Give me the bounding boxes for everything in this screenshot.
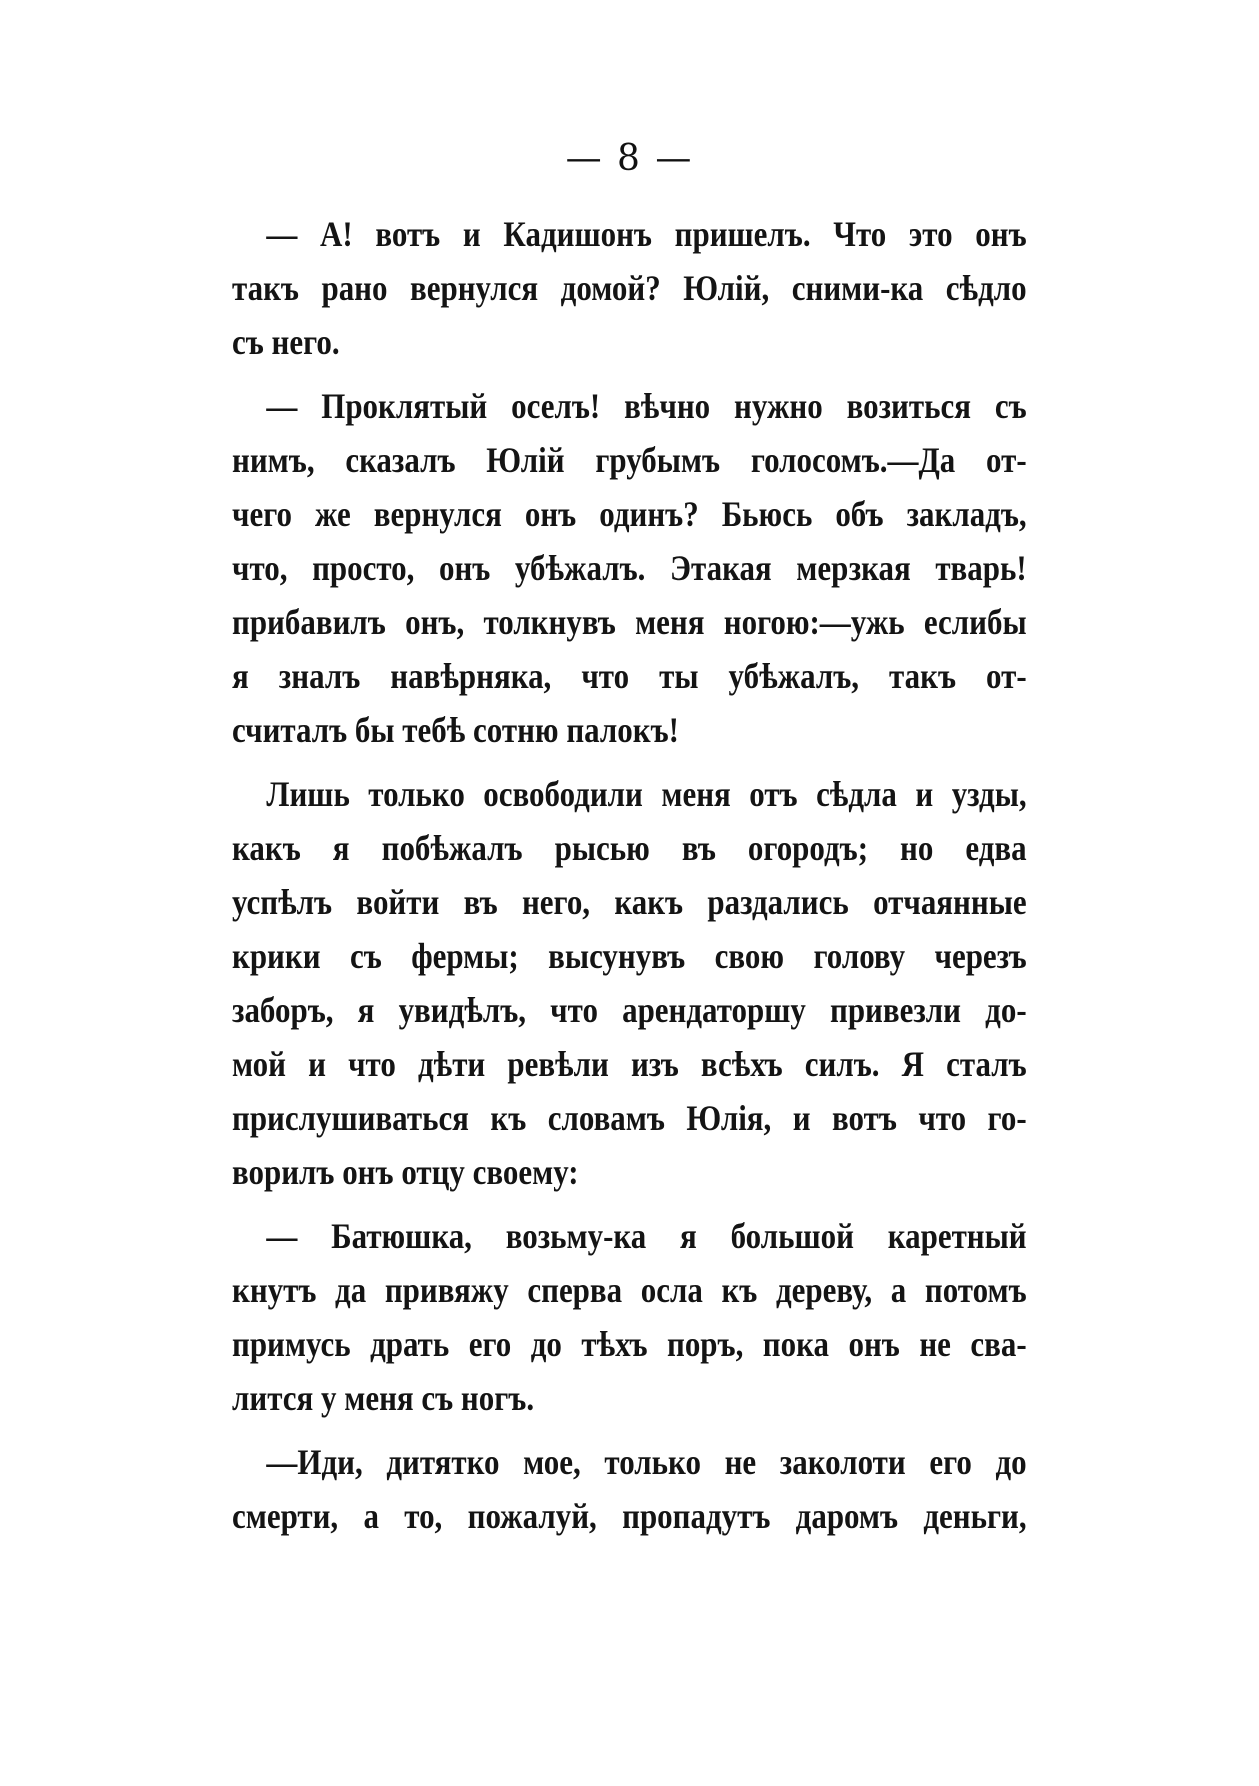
paragraph [232, 1209, 1027, 1425]
paragraph [232, 379, 1027, 757]
paragraph [232, 207, 1027, 369]
text-line: — А! вотъ и Кадишонъ пришелъ. Что это онъ [266, 214, 1027, 254]
text-line: смерти, а то, пожалуй, пропадутъ даромъ деньги, [232, 1496, 1027, 1536]
paragraph [232, 1435, 1027, 1543]
text-line: нимъ, сказалъ Юлій грубымъ голосомъ.—Да от- [232, 440, 1027, 480]
text-line: —Иди, дитятко мое, только не заколоти его до [266, 1442, 1027, 1482]
text-line: какъ я побѣжалъ рысью въ огородъ; но едва [232, 828, 1027, 868]
text-line: — Проклятый оселъ! вѣчно нужно возиться съ [266, 386, 1027, 426]
text-line: что, просто, онъ убѣжалъ. Этакая мерзкая тварь! [232, 548, 1027, 588]
text-line: успѣлъ войти въ него, какъ раздались отчаянные [232, 882, 1027, 922]
text-line: прислушиваться къ словамъ Юлія, и вотъ что го- [232, 1098, 1027, 1138]
text-line: примусь драть его до тѣхъ поръ, пока онъ не сва- [232, 1324, 1027, 1364]
text-line: прибавилъ онъ, толкнувъ меня ногою:—ужь еслибы [232, 602, 1027, 642]
text-line: такъ рано вернулся домой? Юлій, сними-ка сѣдло [232, 268, 1027, 308]
text-line: считалъ бы тебѣ сотню палокъ! [232, 710, 679, 750]
page-number: — 8 — [565, 138, 694, 179]
text-line: — Батюшка, возьму-ка я большой каретный [266, 1216, 1027, 1256]
text-line: я зналъ навѣрняка, что ты убѣжалъ, такъ от- [232, 656, 1027, 696]
text-line: съ него. [232, 322, 340, 362]
text-line: Лишь только освободили меня отъ сѣдла и узды, [266, 774, 1027, 814]
text-line: мой и что дѣти ревѣли изъ всѣхъ силъ. Я сталъ [232, 1044, 1027, 1084]
paragraph [232, 767, 1027, 1199]
text-line: чего же вернулся онъ одинъ? Бьюсь объ закладъ, [232, 494, 1027, 534]
text-line: кнутъ да привяжу сперва осла къ дереву, а потомъ [232, 1270, 1027, 1310]
text-line: лится у меня съ ногъ. [232, 1378, 535, 1418]
text-line: крики съ фермы; высунувъ свою голову черезъ [232, 936, 1027, 976]
text-line: заборъ, я увидѣлъ, что арендаторшу привезли до- [232, 990, 1027, 1030]
page-text [232, 207, 1027, 1543]
text-line: ворилъ онъ отцу своему: [232, 1152, 579, 1192]
